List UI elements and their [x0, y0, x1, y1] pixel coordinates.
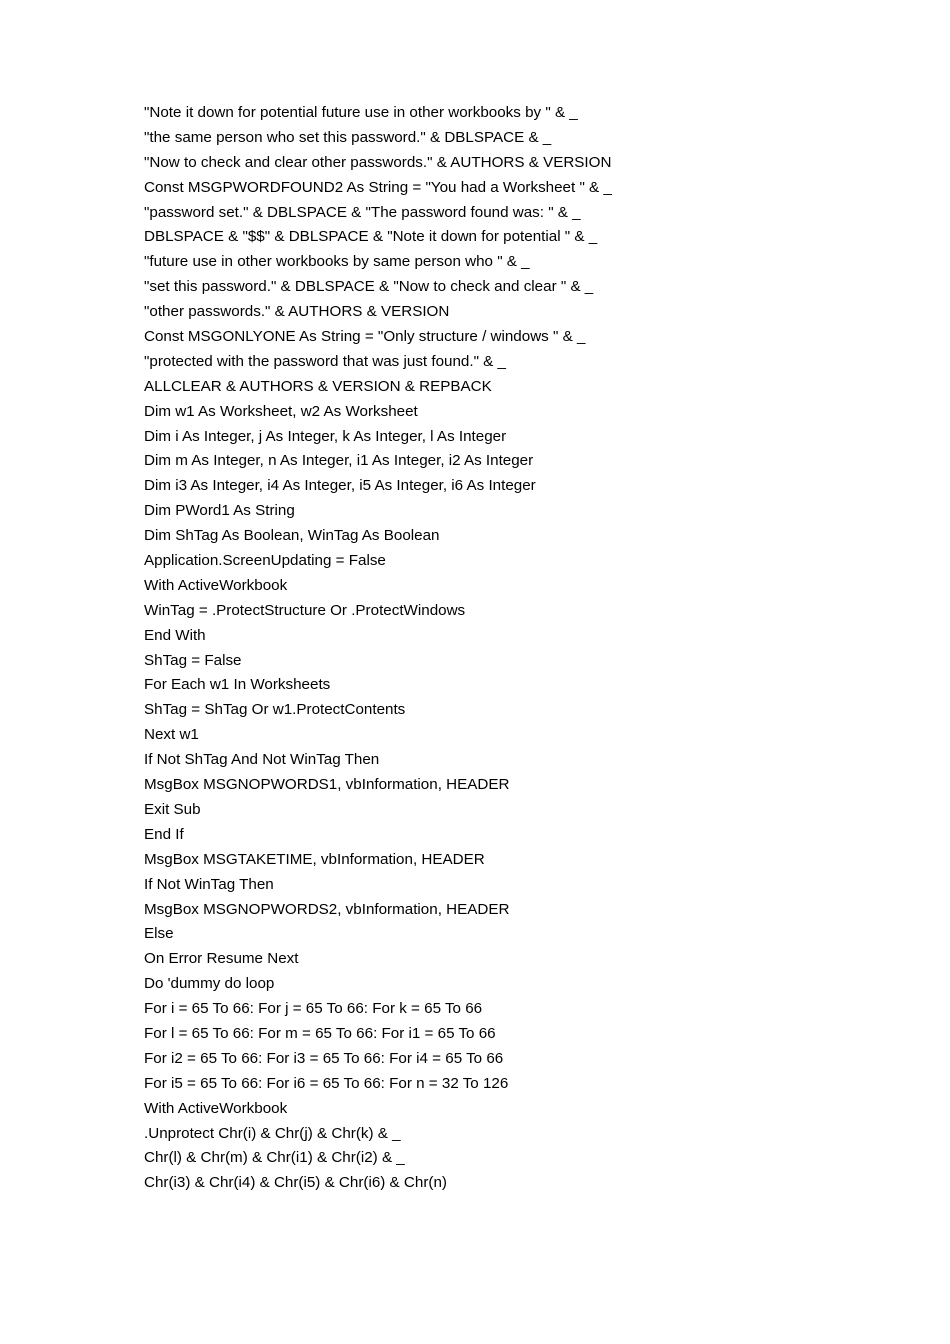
code-line: "protected with the password that was just found." & _ — [144, 352, 506, 370]
code-line: End With — [144, 626, 206, 644]
code-line: "other passwords." & AUTHORS & VERSION — [144, 303, 450, 321]
code-line: For i2 = 65 To 66: For i3 = 65 To 66: For i4 = 65 To 66 — [144, 1049, 504, 1067]
code-line: If Not ShTag And Not WinTag Then — [144, 751, 380, 769]
code-line: Chr(i3) & Chr(i4) & Chr(i5) & Chr(i6) & Chr(n) — [144, 1174, 447, 1192]
code-line: "password set." & DBLSPACE & "The password found was: " & _ — [144, 203, 581, 221]
code-line: Dim i3 As Integer, i4 As Integer, i5 As Integer, i6 As Integer — [144, 477, 536, 495]
code-line: If Not WinTag Then — [144, 875, 274, 893]
code-line: MsgBox MSGNOPWORDS2, vbInformation, HEADER — [144, 900, 510, 918]
code-line: For i = 65 To 66: For j = 65 To 66: For k = 65 To 66 — [144, 1000, 483, 1018]
code-line: Chr(l) & Chr(m) & Chr(i1) & Chr(i2) & _ — [144, 1149, 405, 1167]
code-line: Do 'dummy do loop — [144, 975, 275, 993]
code-line: "Note it down for potential future use in other workbooks by " & _ — [144, 104, 578, 121]
code-line: Dim m As Integer, n As Integer, i1 As Integer, i2 As Integer — [144, 452, 534, 470]
code-line: On Error Resume Next — [144, 950, 299, 968]
code-line: Next w1 — [144, 726, 199, 744]
code-line: MsgBox MSGNOPWORDS1, vbInformation, HEADER — [144, 776, 510, 794]
code-line: Const MSGPWORDFOUND2 As String = "You had a Worksheet " & _ — [144, 178, 612, 196]
code-line: Exit Sub — [144, 800, 201, 818]
code-line: With ActiveWorkbook — [144, 1099, 288, 1117]
code-line: Dim PWord1 As String — [144, 502, 295, 520]
code-line: Dim i As Integer, j As Integer, k As Integer, l As Integer — [144, 427, 507, 445]
code-line: Const MSGONLYONE As String = "Only structure / windows " & _ — [144, 328, 586, 346]
code-line: Application.ScreenUpdating = False — [144, 552, 386, 570]
code-line: ShTag = ShTag Or w1.ProtectContents — [144, 701, 406, 719]
code-line: "Now to check and clear other passwords." & AUTHORS & VERSION — [144, 153, 612, 171]
code-line: "set this password." & DBLSPACE & "Now to check and clear " & _ — [144, 278, 594, 296]
code-line: "future use in other workbooks by same person who " & _ — [144, 253, 530, 271]
code-line: DBLSPACE & "$$" & DBLSPACE & "Note it down for potential " & _ — [144, 228, 598, 246]
code-line: For i5 = 65 To 66: For i6 = 65 To 66: For n = 32 To 126 — [144, 1074, 509, 1092]
code-line: Dim ShTag As Boolean, WinTag As Boolean — [144, 527, 440, 545]
code-line: For l = 65 To 66: For m = 65 To 66: For i1 = 65 To 66 — [144, 1024, 496, 1042]
code-line: With ActiveWorkbook — [144, 576, 288, 594]
code-line: "the same person who set this password." & DBLSPACE & _ — [144, 128, 552, 146]
code-listing — [144, 101, 904, 1196]
code-line: For Each w1 In Worksheets — [144, 676, 331, 694]
code-line: Dim w1 As Worksheet, w2 As Worksheet — [144, 402, 418, 420]
code-line: End If — [144, 825, 184, 843]
code-line: WinTag = .ProtectStructure Or .ProtectWindows — [144, 601, 466, 619]
code-line: MsgBox MSGTAKETIME, vbInformation, HEADER — [144, 850, 485, 868]
code-line: Else — [144, 925, 174, 943]
code-line: ALLCLEAR & AUTHORS & VERSION & REPBACK — [144, 377, 492, 395]
code-line: ShTag = False — [144, 651, 242, 669]
code-line: .Unprotect Chr(i) & Chr(j) & Chr(k) & _ — [144, 1124, 401, 1142]
